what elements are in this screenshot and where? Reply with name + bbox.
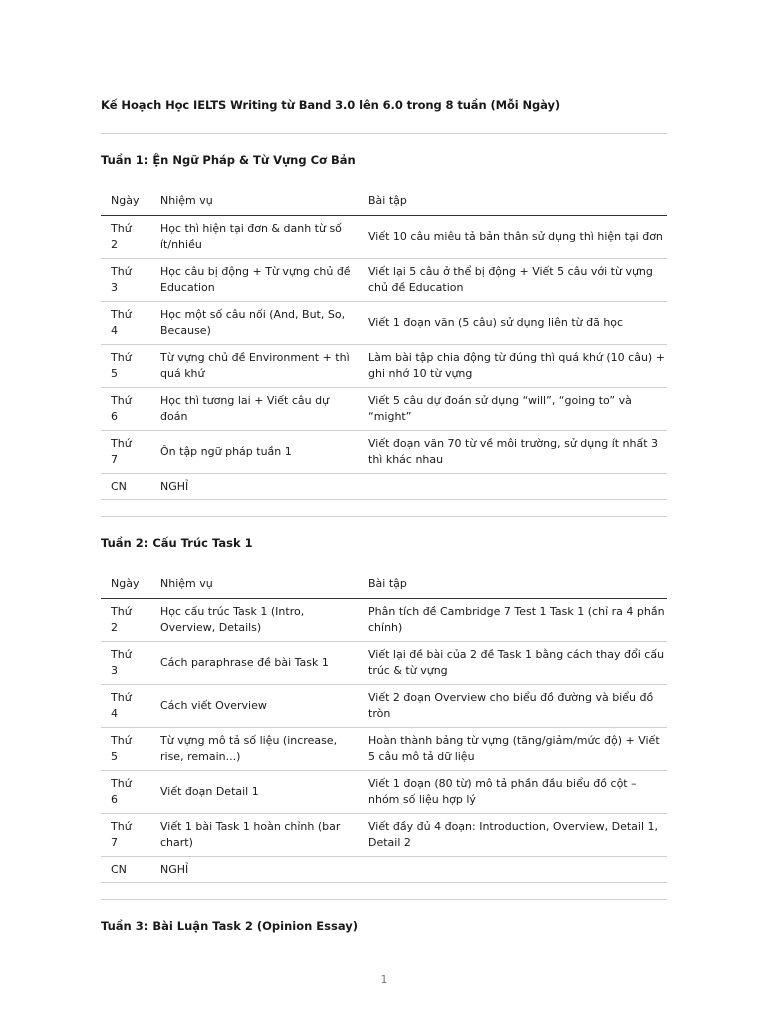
table-row [101,259,667,302]
day-cell: Thứ 6 [111,777,132,806]
task-cell: Viết đoạn Detail 1 [150,771,358,814]
day-cell: Thứ 2 [111,222,132,251]
table-row [101,388,667,431]
exercise-cell: Viết 1 đoạn (80 từ) mô tả phần đầu biểu đồ cột – nhóm số liệu hợp lý [358,771,667,814]
task-cell: Từ vựng chủ đề Environment + thì quá khứ [150,345,358,388]
table-row [101,814,667,857]
week-1-title: Tuần 1: Ện Ngữ Pháp & Từ Vựng Cơ Bản [101,153,356,167]
day-cell: Thứ 7 [111,820,132,849]
day-cell: Thứ 7 [111,437,132,466]
header-day: Ngày [101,186,150,216]
day-cell: Thứ 6 [111,394,132,423]
header-task: Nhiệm vụ [150,569,358,599]
task-cell: Từ vựng mô tả số liệu (increase, rise, remain...) [150,728,358,771]
day-cell: Thứ 3 [111,265,132,294]
day-cell: Thứ 5 [111,351,132,380]
day-cell: Thứ 2 [111,605,132,634]
task-cell: NGHỈ [150,857,358,883]
task-cell: Học thì tương lai + Viết câu dự đoán [150,388,358,431]
exercise-cell: Viết 2 đoạn Overview cho biểu đồ đường và biểu đồ tròn [358,685,667,728]
exercise-cell: Viết đầy đủ 4 đoạn: Introduction, Overview, Detail 1, Detail 2 [358,814,667,857]
exercise-cell: Viết lại đề bài của 2 đề Task 1 bằng cách thay đổi cấu trúc & từ vựng [358,642,667,685]
divider [101,899,667,900]
task-cell: Học một số câu nối (And, But, So, Because) [150,302,358,345]
header-exercise: Bài tập [358,186,667,216]
day-cell: CN [111,862,127,876]
table-row [101,474,667,500]
divider [101,516,667,517]
exercise-cell: Phân tích đề Cambridge 7 Test 1 Task 1 (chỉ ra 4 phần chính) [358,599,667,642]
exercise-cell: Hoàn thành bảng từ vựng (tăng/giảm/mức độ) + Viết 5 câu mô tả dữ liệu [358,728,667,771]
task-cell: Ôn tập ngữ pháp tuần 1 [150,431,358,474]
day-cell: Thứ 3 [111,648,132,677]
page-number: 1 [380,973,388,986]
header-exercise: Bài tập [358,569,667,599]
header-day: Ngày [101,569,150,599]
day-cell: Thứ 4 [111,308,132,337]
table-row [101,642,667,685]
table-header-row [101,186,667,216]
task-cell: Học cấu trúc Task 1 (Intro, Overview, Details) [150,599,358,642]
exercise-cell [358,474,667,500]
task-cell: Cách viết Overview [150,685,358,728]
task-cell: Học thì hiện tại đơn & danh từ số ít/nhiều [150,216,358,259]
week-2-table [101,569,667,883]
task-cell: Học câu bị động + Từ vựng chủ đề Education [150,259,358,302]
exercise-cell: Viết lại 5 câu ở thể bị động + Viết 5 câu với từ vựng chủ đề Education [358,259,667,302]
exercise-cell: Làm bài tập chia động từ đúng thì quá khứ (10 câu) + ghi nhớ 10 từ vựng [358,345,667,388]
table-header-row [101,569,667,599]
week-3-title: Tuần 3: Bài Luận Task 2 (Opinion Essay) [101,919,359,933]
table-row [101,771,667,814]
exercise-cell: Viết 10 câu miêu tả bản thân sử dụng thì hiện tại đơn [358,216,667,259]
table-row [101,345,667,388]
exercise-cell: Viết 5 câu dự đoán sử dụng “will”, “going to” và “might” [358,388,667,431]
week-1-table [101,186,667,500]
header-task: Nhiệm vụ [150,186,358,216]
table-row [101,728,667,771]
task-cell: Viết 1 bài Task 1 hoàn chỉnh (bar chart) [150,814,358,857]
day-cell: Thứ 4 [111,691,132,720]
divider [101,133,667,134]
table-row [101,431,667,474]
table-row [101,302,667,345]
exercise-cell: Viết 1 đoạn văn (5 câu) sử dụng liên từ đã học [358,302,667,345]
table-row [101,857,667,883]
document-title: Kế Hoạch Học IELTS Writing từ Band 3.0 lên 6.0 trong 8 tuần (Mỗi Ngày) [101,98,561,112]
table-row [101,685,667,728]
week-2-title: Tuần 2: Cấu Trúc Task 1 [101,536,253,550]
table-row [101,216,667,259]
exercise-cell: Viết đoạn văn 70 từ về môi trường, sử dụng ít nhất 3 thì khác nhau [358,431,667,474]
day-cell: CN [111,479,127,493]
table-row [101,599,667,642]
day-cell: Thứ 5 [111,734,132,763]
exercise-cell [358,857,667,883]
task-cell: NGHỈ [150,474,358,500]
task-cell: Cách paraphrase đề bài Task 1 [150,642,358,685]
